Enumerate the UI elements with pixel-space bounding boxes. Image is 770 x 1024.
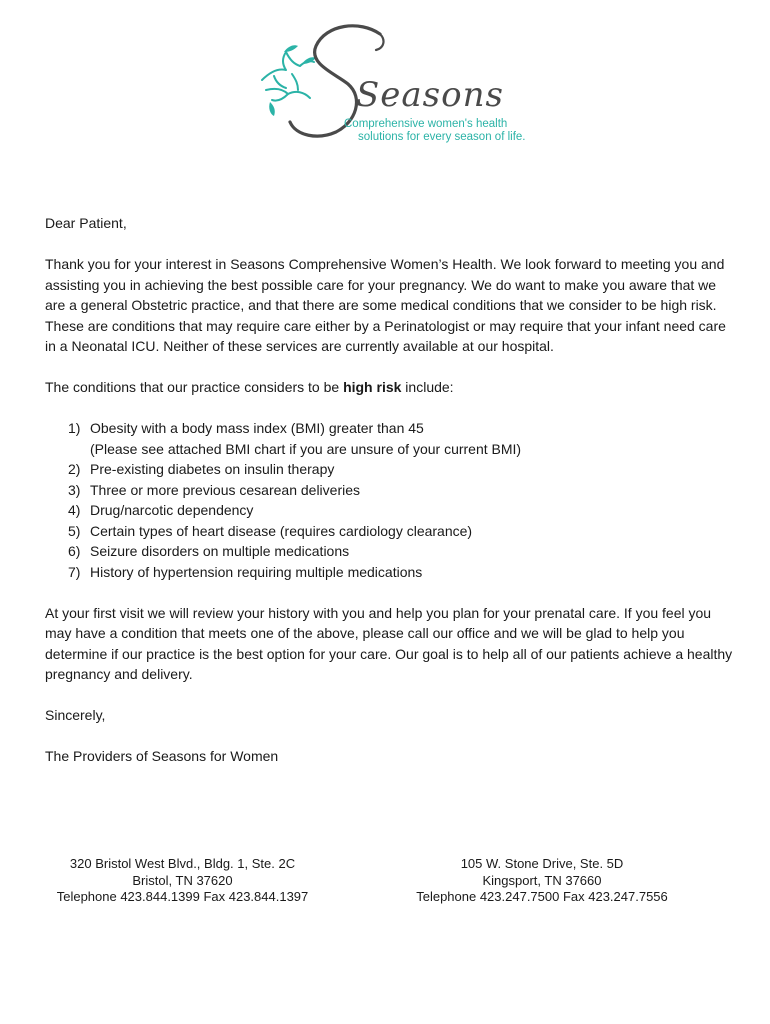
list-number: 5) xyxy=(68,522,81,539)
salutation: Dear Patient, xyxy=(45,215,127,231)
list-item xyxy=(68,541,735,562)
list-item-text: Seizure disorders on multiple medications xyxy=(90,543,350,559)
dove-icon xyxy=(262,52,314,101)
list-number: 1) xyxy=(68,420,81,436)
intro-paragraph: Thank you for your interest in Seasons Comprehensive Women’s Health. We look forward to meeting you and assisting you in achieving the best possible care for your pregnancy. We do want to make you aware that we are a general Obstetric practice, and that there are some medical conditions that we consider to be high risk. These are conditions that may require care either by a Perinatologist or may require that your infant need care in a Neonatal ICU. Neither of these services are currently available at our hospital. xyxy=(45,256,726,354)
address-street: 105 W. Stone Drive, Ste. 5D xyxy=(460,856,624,871)
signoff: Sincerely, xyxy=(45,707,106,723)
list-item-note: (Please see attached BMI chart if you are unsure of your current BMI) xyxy=(90,440,522,457)
list-number: 7) xyxy=(68,563,81,580)
list-item-text: Obesity with a body mass index (BMI) greater than 45 xyxy=(90,420,424,436)
signature: The Providers of Seasons for Women xyxy=(45,748,279,764)
bristol-office-address xyxy=(45,856,320,906)
list-item-text: Pre-existing diabetes on insulin therapy xyxy=(90,461,335,477)
list-number: 3) xyxy=(68,481,81,498)
list-item xyxy=(68,562,735,583)
list-item-text: Certain types of heart disease (requires cardiology clearance) xyxy=(90,522,473,539)
list-item-text: Drug/narcotic dependency xyxy=(90,502,254,518)
logo-wordmark: Seasons xyxy=(356,75,504,115)
address-phone: Telephone 423.844.1399 Fax 423.844.1397 xyxy=(56,889,309,904)
logo-tagline xyxy=(344,118,525,144)
list-item xyxy=(68,459,735,480)
conditions-lead-tail: include: xyxy=(401,379,454,395)
list-item xyxy=(68,418,735,459)
list-item xyxy=(68,480,735,501)
tagline-line-2: solutions for every season of life. xyxy=(358,131,526,143)
kingsport-office-address xyxy=(407,856,677,906)
list-number: 6) xyxy=(68,543,81,559)
address-phone: Telephone 423.247.7500 Fax 423.247.7556 xyxy=(416,889,668,904)
list-item xyxy=(68,500,735,521)
address-city: Bristol, TN 37620 xyxy=(132,872,233,888)
conditions-lead xyxy=(45,377,735,398)
tagline-line-1: Comprehensive women's health xyxy=(344,118,508,130)
seasons-logo xyxy=(252,18,526,154)
conditions-lead-text: The conditions that our practice considers to be xyxy=(45,379,344,395)
list-item xyxy=(68,521,735,542)
high-risk-emphasis: high risk xyxy=(343,379,402,395)
address-city: Kingsport, TN 37660 xyxy=(482,872,602,888)
list-number: 4) xyxy=(68,502,81,518)
address-street: 320 Bristol West Blvd., Bldg. 1, Ste. 2C xyxy=(69,856,296,871)
high-risk-conditions-list xyxy=(45,418,735,582)
list-item-text: Three or more previous cesarean deliveries xyxy=(90,481,361,498)
letter-body xyxy=(45,213,735,787)
list-number: 2) xyxy=(68,461,81,477)
list-item-text: History of hypertension requiring multiple medications xyxy=(90,563,423,580)
closing-paragraph: At your first visit we will review your history with you and help you plan for your prenatal care. If you feel you may have a condition that meets one of the above, please call our office and we will be glad to help you determine if our practice is the best option for your care. Our goal is to help all of our patients achieve a healthy pregnancy and delivery. xyxy=(45,604,733,682)
